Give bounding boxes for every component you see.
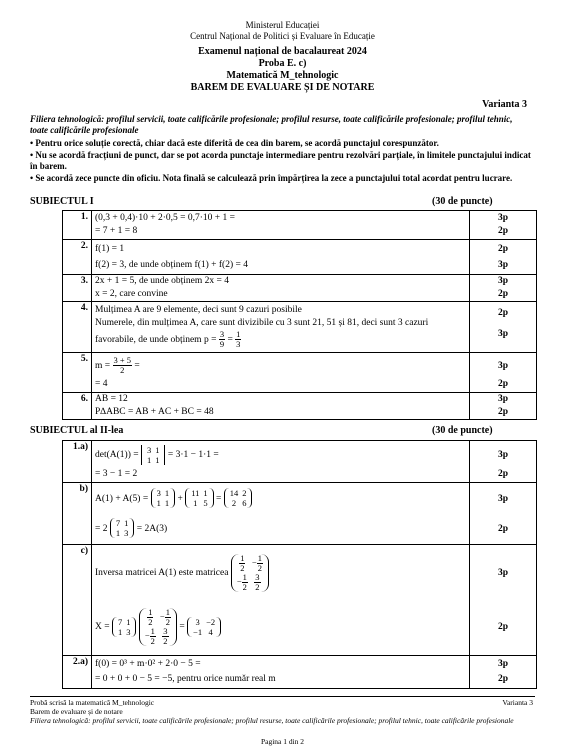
table-row bbox=[63, 656, 537, 689]
item-num: 6. bbox=[63, 393, 92, 420]
item-points: 2p 3p bbox=[470, 302, 537, 353]
table-row bbox=[63, 483, 537, 545]
item-num: 2. bbox=[63, 240, 92, 275]
barem-title: BAREM DE EVALUARE ȘI DE NOTARE bbox=[190, 82, 375, 93]
item-num: 1.a) bbox=[63, 441, 92, 483]
subject: Matematică M_tehnologic bbox=[226, 70, 339, 81]
item-points: 3p 2p bbox=[470, 353, 537, 393]
table-row bbox=[63, 275, 537, 302]
item-solution: Mulțimea A are 9 elemente, deci sunt 9 cazuri posibile Numerele, din mulțimea A, care sunt divizibile cu 3 sunt 21, 51 și 81, deci sunt 3 cazuri favorabile, de unde obținem p = $\frac{3}{9}$ = $\frac{1}{3}$ bbox=[92, 302, 470, 353]
exam-title: Examenul național de bacalaureat 2024 bbox=[198, 46, 367, 57]
ministry: Ministerul Educației bbox=[245, 20, 320, 30]
item-points: 3p 2p bbox=[470, 483, 537, 545]
item-points: 3p 2p bbox=[470, 211, 537, 240]
item-num: c) bbox=[63, 545, 92, 656]
table-row bbox=[63, 353, 537, 393]
s1-points: (30 de puncte) bbox=[432, 196, 493, 207]
s1-table bbox=[62, 210, 537, 420]
item-solution: 2x + 1 = 5, de unde obținem 2x = 4 x = 2, care convine bbox=[92, 275, 470, 302]
item-num: 1. bbox=[63, 211, 92, 240]
bullet-1: • Pentru orice soluție corectă, chiar dacă este diferită de cea din barem, se acordă punctajul corespunzător. bbox=[30, 138, 439, 148]
bullet-2: • Nu se acordă fracțiuni de punct, dar se pot acorda punctaje intermediare pentru rezolvări parțiale, în limitele punctajului indicat în barem. bbox=[30, 150, 531, 171]
table-row bbox=[63, 302, 537, 353]
table-row bbox=[63, 441, 537, 483]
footer-variant: Varianta 3 bbox=[502, 698, 533, 707]
item-points: 3p 2p bbox=[470, 275, 537, 302]
filiera-text: Filiera tehnologică: profilul servicii, toate calificările profesionale; profilul resurse, toate calificările profesionale; profilul tehnic, toate calificările profesionale bbox=[30, 114, 513, 135]
item-solution: (0,3 + 0,4)·10 + 2·0,5 = 0,7·10 + 1 = = 7 + 1 = 8 bbox=[92, 211, 470, 240]
item-num: 5. bbox=[63, 353, 92, 393]
page-number: Pagina 1 din 2 bbox=[260, 737, 305, 746]
footer-line-2: Barem de evaluare și de notare bbox=[30, 707, 123, 716]
s2-title: SUBIECTUL al II-lea bbox=[30, 425, 124, 436]
footer-rule bbox=[30, 696, 535, 697]
item-points: 3p 2p bbox=[470, 441, 537, 483]
item-solution: Inversa matricei A(1) este matricea $\frac{1}{2}$ − $\frac{1}{2}$ − $\frac{1}{2}$ $\frac{3}{2}$ X = 7 1 1 3 $\frac{1}{2}$ − $\frac{1}{2}$ − $\frac{1}{2}$ $\frac{3}{2}$ = 3 −2 −1 4 bbox=[92, 545, 470, 656]
table-row bbox=[63, 393, 537, 420]
item-points: 3p 2p bbox=[470, 656, 537, 689]
item-points: 2p 3p bbox=[470, 240, 537, 275]
variant: Varianta 3 bbox=[482, 99, 527, 110]
bullet-3: • Se acordă zece puncte din oficiu. Nota finală se calculează prin împărțirea la zece a punctajului total acordat pentru lucrare. bbox=[30, 173, 513, 183]
item-solution: m = $\frac{3 + 5}{2}$ = = 4 bbox=[92, 353, 470, 393]
item-points: 3p 2p bbox=[470, 393, 537, 420]
item-solution: f(1) = 1 f(2) = 3, de unde obținem f(1) + f(2) = 4 bbox=[92, 240, 470, 275]
item-points: 3p 2p bbox=[470, 545, 537, 656]
item-solution: f(0) = 0³ + m·0² + 2·0 − 5 = = 0 + 0 + 0 − 5 = −5, pentru orice număr real m bbox=[92, 656, 470, 689]
table-row bbox=[63, 211, 537, 240]
proba: Proba E. c) bbox=[258, 58, 307, 69]
item-num: 3. bbox=[63, 275, 92, 302]
s1-title: SUBIECTUL I bbox=[30, 196, 94, 207]
footer-line-1: Probă scrisă la matematică M_tehnologic bbox=[30, 698, 155, 707]
s2-table bbox=[62, 440, 537, 689]
item-num: 2.a) bbox=[63, 656, 92, 689]
item-num: b) bbox=[63, 483, 92, 545]
center: Centrul Național de Politici și Evaluare în Educație bbox=[190, 31, 375, 41]
footer-line-3: Filiera tehnologică: profilul servicii, toate calificările profesionale; profilul resurse, toate calificările profesionale; profilul tehnic, toate calificările profesionale bbox=[30, 716, 514, 725]
table-row bbox=[63, 545, 537, 656]
item-solution: A(1) + A(5) = 3 1 1 1 + 11 1 1 5 = 14 2 2 6 = 2 7 1 1 3 = 2A(3) bbox=[92, 483, 470, 545]
item-num: 4. bbox=[63, 302, 92, 353]
s2-points: (30 de puncte) bbox=[432, 425, 493, 436]
item-solution: det(A(1)) = 3 1 1 1 = 3·1 − 1·1 = = 3 − 1 = 2 bbox=[92, 441, 470, 483]
item-solution: AB = 12 P∆ABC = AB + AC + BC = 48 bbox=[92, 393, 470, 420]
table-row bbox=[63, 240, 537, 275]
